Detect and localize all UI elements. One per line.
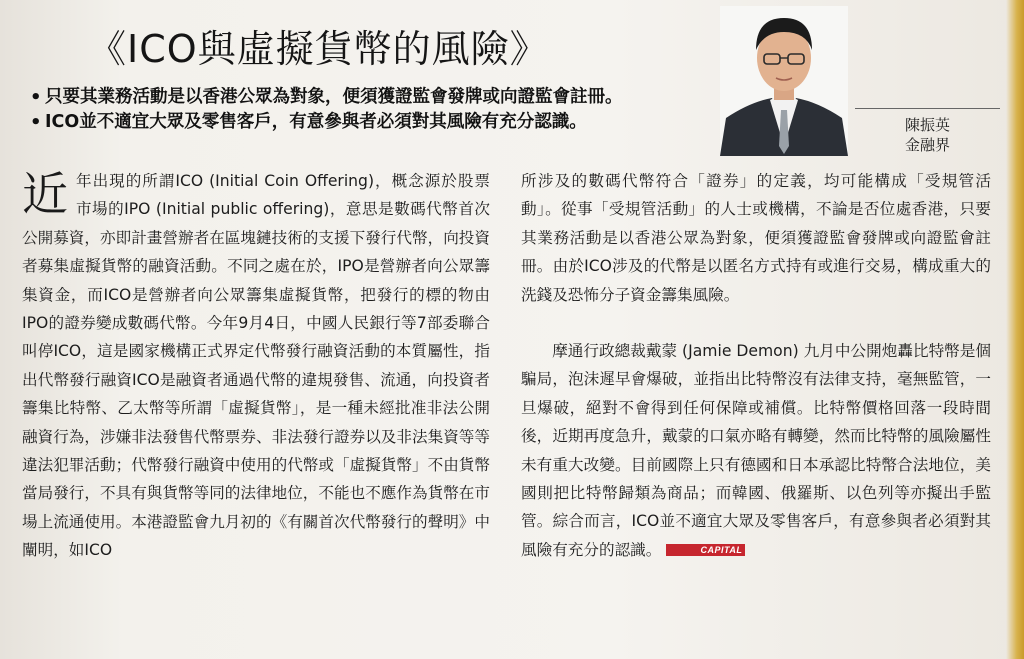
article-paragraph: 所涉及的數碼代幣符合「證券」的定義，均可能構成「受規管活動」。從事「受規管活動」的人士或機構，不論是否位處香港，只要其業務活動是以香港公眾為對象，便須獲證監會發牌或向證監會註冊。由於ICO涉及的代幣是以匿名方式持有或進行交易，構成重大的洗錢及恐怖分子資金籌集風險。: [521, 172, 991, 304]
byline-divider: [855, 108, 1000, 109]
summary-bullet: • ICO並不適宜大眾及零售客戶，有意參與者必須對其風險有充分認識。: [30, 112, 587, 133]
bullet-dot-icon: •: [30, 112, 42, 133]
summary-bullets: [30, 86, 705, 136]
article-paragraph: [22, 167, 490, 565]
page-edge: [1006, 0, 1024, 659]
author-portrait: [720, 6, 848, 156]
author-name: 陳振英: [904, 116, 950, 134]
drop-cap: 近: [22, 167, 68, 221]
author-byline: [855, 108, 1000, 155]
article-column-left: [22, 167, 490, 565]
article-text: 年出現的所謂ICO (Initial Coin Offering)，概念源於股票市場的IPO (Initial public offering)，意思是數碼代幣首次公開募資，亦即計畫營辦者在區塊鏈技術的支援下發行代幣，向投資者募集虛擬貨幣的融資活動。不同之處在於，IPO是營辦者向公眾籌集資金，而ICO是營辦者向公眾籌集虛擬貨幣，把發行的標的物由IPO的證券變成數碼代幣。今年9月4日，中國人民銀行等7部委聯合叫停ICO，這是國家機構正式界定代幣發行融資活動的本質屬性，指出代幣發行融資ICO是融資者通過代幣的違規發售、流通，向投資者籌集比特幣、乙太幣等所謂「虛擬貨幣」，是一種未經批准非法公開融資行為，涉嫌非法發售代幣票券、非法發行證券以及非法集資等等違法犯罪活動；代幣發行融資中使用的代幣或「虛擬貨幣」不由貨幣當局發行，不具有與貨幣等同的法律地位，不能也不應作為貨幣在市場上流通使用。本港證監會九月初的《有關首次代幣發行的聲明》中闡明，如ICO: [22, 172, 490, 560]
article-title: 《ICO與虛擬貨幣的風險》: [88, 27, 549, 71]
article-column-right: [521, 167, 991, 564]
author-column: 金融界: [904, 136, 950, 154]
capital-end-mark-logo: CAPITAL: [666, 544, 745, 556]
summary-bullet: • 只要其業務活動是以香港公眾為對象，便須獲證監會發牌或向證監會註冊。: [30, 87, 623, 108]
bullet-dot-icon: •: [30, 87, 42, 108]
article-paragraph: 摩通行政總裁戴蒙 (Jamie Demon) 九月中公開炮轟比特幣是個騙局，泡沫遲早會爆破，並指出比特幣沒有法律支持，毫無監管，一旦爆破，絕對不會得到任何保障或補償。比特幣價格回落一段時間後，近期再度急升，戴蒙的口氣亦略有轉變，然而比特幣的風險屬性未有重大改變。目前國際上只有德國和日本承認比特幣合法地位，美國則把比特幣歸類為商品；而韓國、俄羅斯、以色列等亦擬出手監管。綜合而言，ICO並不適宜大眾及零售客戶，有意參與者必須對其風險有充分的認識。 CAPITAL: [521, 342, 991, 559]
author-photo-icon: [720, 6, 848, 156]
